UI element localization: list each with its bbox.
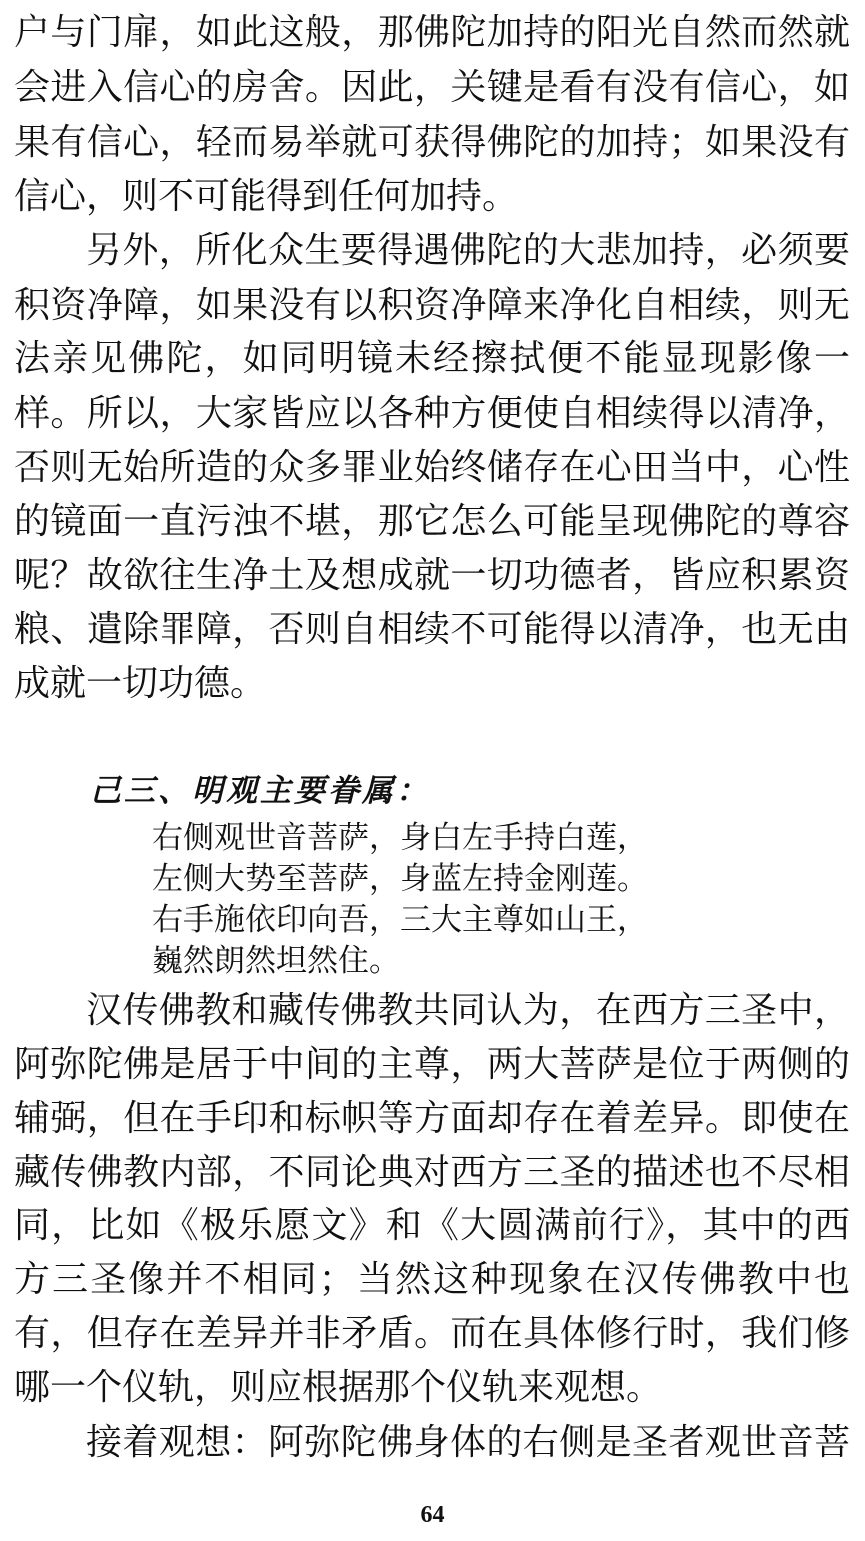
section-heading: 己三、明观主要眷属：: [90, 773, 430, 809]
verse-line: 右侧观世音菩萨，身白左手持白莲，: [152, 820, 648, 856]
body-text-line: 否则无始所造的众多罪业始终储存在心田当中，心性: [14, 447, 850, 488]
body-text-line: 同，比如《极乐愿文》和《大圆满前行》，其中的西: [14, 1205, 850, 1246]
body-text-line: 方三圣像并不相同；当然这种现象在汉传佛教中也: [14, 1259, 850, 1300]
body-text-line: 藏传佛教内部，不同论典对西方三圣的描述也不尽相: [14, 1152, 850, 1193]
body-text-line: 粮、遣除罪障，否则自相续不可能得以清净，也无由: [14, 609, 850, 650]
body-text-line: 阿弥陀佛是居于中间的主尊，两大菩萨是位于两侧的: [14, 1044, 850, 1085]
body-text-line: 积资净障，如果没有以积资净障来净化自相续，则无: [14, 285, 850, 326]
body-text-line: 有，但存在差异并非矛盾。而在具体修行时，我们修: [14, 1313, 850, 1354]
verse-line: 巍然朗然坦然住。: [152, 943, 400, 979]
page-number: 64: [420, 1502, 445, 1528]
body-text-line: 信心，则不可能得到任何加持。: [14, 176, 519, 217]
body-text-line: 户与门扉，如此这般，那佛陀加持的阳光自然而然就: [14, 12, 850, 53]
body-text-line: 会进入信心的房舍。因此，关键是看有没有信心，如: [14, 67, 850, 108]
body-text-line: 样。所以，大家皆应以各种方便使自相续得以清净，: [14, 393, 850, 434]
body-text-line: 的镜面一直污浊不堪，那它怎么可能呈现佛陀的尊容: [14, 501, 850, 542]
body-text-line: 呢？故欲往生净土及想成就一切功德者，皆应积累资: [14, 555, 850, 596]
body-text-line: 辅弼，但在手印和标帜等方面却存在着差异。即使在: [14, 1098, 850, 1139]
verse-line: 右手施依印向吾，三大主尊如山王，: [152, 902, 648, 938]
body-text-line: 另外，所化众生要得遇佛陀的大悲加持，必须要: [86, 230, 850, 271]
body-text-line: 汉传佛教和藏传佛教共同认为，在西方三圣中，: [86, 990, 850, 1031]
body-text-line: 哪一个仪轨，则应根据那个仪轨来观想。: [14, 1367, 663, 1408]
body-text-line: 成就一切功德。: [14, 663, 267, 704]
body-text-line: 接着观想：阿弥陀佛身体的右侧是圣者观世音菩: [86, 1422, 850, 1463]
verse-line: 左侧大势至菩萨，身蓝左持金刚莲。: [152, 861, 648, 897]
body-text-line: 果有信心，轻而易举就可获得佛陀的加持；如果没有: [14, 122, 850, 163]
body-text-line: 法亲见佛陀，如同明镜未经擦拭便不能显现影像一: [14, 338, 850, 379]
